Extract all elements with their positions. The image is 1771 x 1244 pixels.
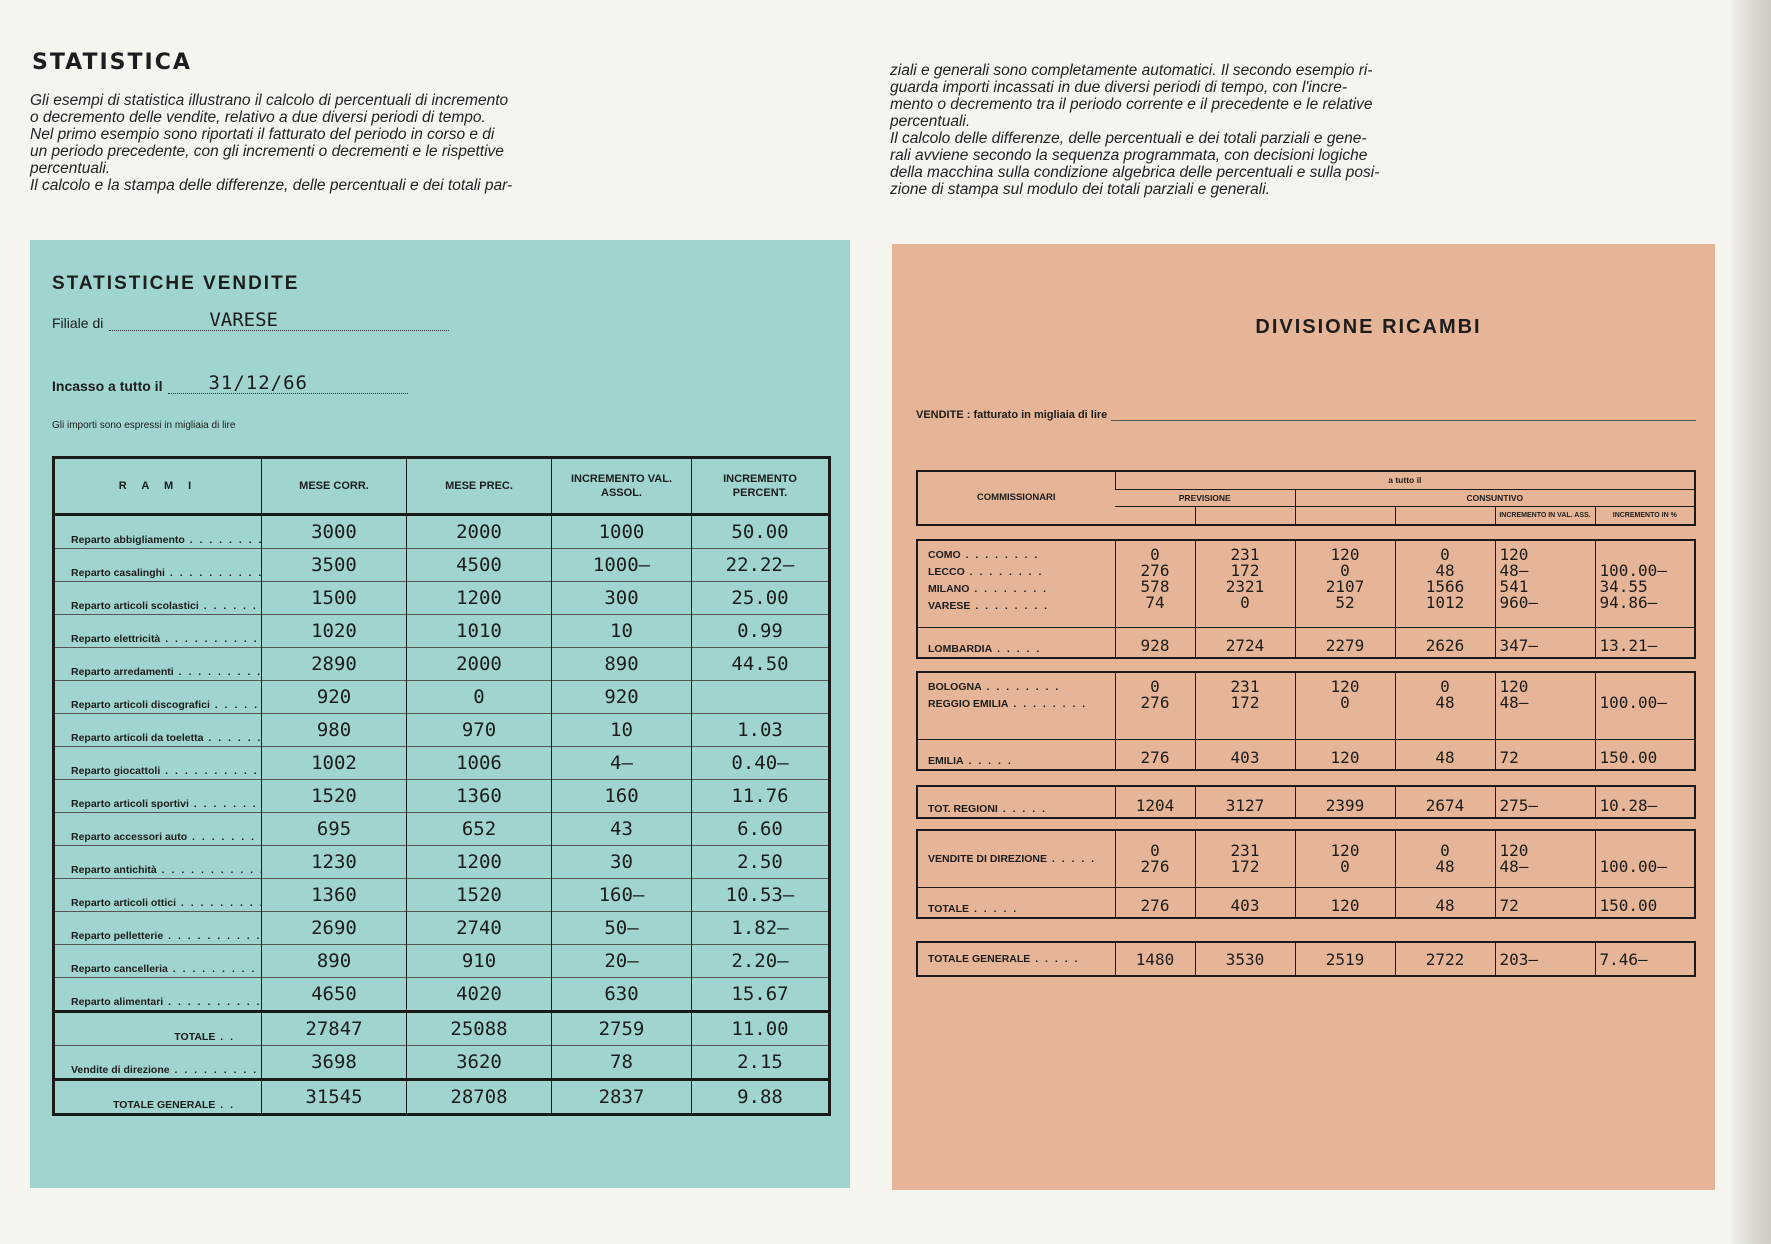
- row-value: 920: [262, 681, 407, 714]
- row-label: Reparto abbigliamento . .: [54, 515, 262, 549]
- stack-value: 172: [1230, 561, 1260, 580]
- total-value: 72: [1495, 888, 1595, 919]
- row-value: 20–: [552, 945, 692, 978]
- table-row: [54, 1012, 830, 1046]
- stack-value: 1012: [1425, 593, 1465, 612]
- row-label: Reparto accessori auto . .: [54, 813, 262, 846]
- table-row: [54, 978, 830, 1012]
- value-stack: [1115, 672, 1195, 740]
- total-value: 1480: [1115, 942, 1195, 976]
- ricambi-header: [916, 470, 1696, 526]
- vendite-label: VENDITE : fatturato in migliaia di lire: [916, 409, 1108, 421]
- total-value: 2722: [1395, 942, 1495, 976]
- value-stack: [1495, 830, 1595, 888]
- total-value: 403: [1195, 740, 1295, 771]
- table-row: [54, 648, 830, 681]
- stack-value: 48–: [1499, 693, 1529, 712]
- row-label: Reparto casalinghi . .: [54, 549, 262, 582]
- total-label: TOT. REGIONI . .: [917, 786, 1115, 818]
- row-value: 44.50: [692, 648, 830, 681]
- page-heading: STATISTICA: [32, 50, 192, 75]
- row-value: 1500: [262, 582, 407, 615]
- row-value: 78: [552, 1046, 692, 1080]
- row-value: 4650: [262, 978, 407, 1012]
- total-value: 2724: [1195, 628, 1295, 659]
- commissionario-label: LECCO . .: [928, 564, 1115, 581]
- stack-value: 48–: [1499, 857, 1529, 876]
- row-value: 2890: [262, 648, 407, 681]
- intro-line: percentuali.: [890, 113, 971, 130]
- total-value: 48: [1395, 888, 1495, 919]
- sales-table: [52, 456, 831, 1116]
- stack-value: 48: [1435, 561, 1455, 580]
- blank-header: [1115, 507, 1195, 525]
- row-value: 3620: [407, 1046, 552, 1080]
- commissionari-list: [917, 540, 1115, 628]
- stack-value: 276: [1140, 857, 1170, 876]
- stack-value: 34.55: [1599, 577, 1648, 596]
- value-stack: [1595, 540, 1695, 628]
- row-value: 3698: [262, 1046, 407, 1080]
- filiale-field: [52, 310, 449, 331]
- stack-value: 120: [1499, 841, 1529, 860]
- card-title: STATISTICHE VENDITE: [52, 273, 300, 294]
- row-value: 2740: [407, 912, 552, 945]
- stack-value: 48–: [1499, 561, 1529, 580]
- total-value: 2279: [1295, 628, 1395, 659]
- incasso-label: Incasso a tutto il: [52, 378, 163, 394]
- intro-line: percentuali.: [30, 160, 111, 177]
- stack-value: 0: [1440, 677, 1450, 696]
- intro-line: Il calcolo delle differenze, delle percentuali e dei totali parziali e gene-: [890, 130, 1367, 147]
- stack-value: 120: [1330, 545, 1360, 564]
- intro-line: un periodo precedente, con gli incrementi o decrementi e le rispettive: [30, 143, 504, 160]
- stack-value: 0: [1340, 561, 1350, 580]
- value-stack: [1195, 830, 1295, 888]
- row-value: 2759: [552, 1012, 692, 1046]
- row-value: 2.50: [692, 846, 830, 879]
- table-row: [54, 615, 830, 648]
- stack-value: 0: [1440, 841, 1450, 860]
- row-value: 1200: [407, 582, 552, 615]
- row-label: TOTALE . .: [54, 1012, 262, 1046]
- table-row: [54, 515, 830, 549]
- row-label: Vendite di direzione . .: [54, 1046, 262, 1080]
- row-value: 43: [552, 813, 692, 846]
- row-value: 1000–: [552, 549, 692, 582]
- row-value: 970: [407, 714, 552, 747]
- total-value: 13.21–: [1595, 628, 1695, 659]
- row-label: Reparto articoli da toeletta . .: [54, 714, 262, 747]
- commissionario-label: VENDITE DI DIREZIONE . .: [917, 830, 1115, 888]
- stack-value: 231: [1230, 841, 1260, 860]
- total-value: 276: [1115, 740, 1195, 771]
- table-row: [54, 549, 830, 582]
- row-value: 25.00: [692, 582, 830, 615]
- row-value: 10: [552, 615, 692, 648]
- total-row: [917, 888, 1695, 919]
- row-value: 50.00: [692, 515, 830, 549]
- row-label: Reparto arredamenti . .: [54, 648, 262, 681]
- commissionari-header: COMMISSIONARI: [917, 471, 1115, 525]
- row-value: 9.88: [692, 1080, 830, 1115]
- total-value: 928: [1115, 628, 1195, 659]
- column-header: MESE PREC.: [407, 458, 552, 515]
- intro-line: Gli esempi di statistica illustrano il calcolo di percentuali di incremento: [30, 92, 509, 109]
- row-value: 22.22–: [692, 549, 830, 582]
- intro-line: rali avviene secondo la sequenza programmata, con decisioni logiche: [890, 147, 1368, 164]
- commissionario-label: COMO . .: [928, 547, 1115, 564]
- table-row: [54, 780, 830, 813]
- table-row: [54, 1080, 830, 1115]
- total-value: 120: [1295, 888, 1395, 919]
- row-value: 0.99: [692, 615, 830, 648]
- row-value: 1020: [262, 615, 407, 648]
- page-edge: [1731, 0, 1771, 1244]
- stack-value: 231: [1230, 677, 1260, 696]
- total-value: 203–: [1495, 942, 1595, 976]
- commissionario-label: MILANO . .: [928, 581, 1115, 598]
- table-row: [54, 945, 830, 978]
- blank-header: [1295, 507, 1395, 525]
- intro-right: [890, 62, 1480, 198]
- total-value: 48: [1395, 740, 1495, 771]
- stack-value: 276: [1140, 693, 1170, 712]
- previsione-header: PREVISIONE: [1115, 489, 1295, 507]
- intro-line: mento o decremento tra il periodo corrente e il precedente e le relative: [890, 96, 1373, 113]
- stack-value: 100.00–: [1599, 857, 1667, 876]
- table-header-row: [54, 458, 830, 515]
- stack-value: 0: [1440, 545, 1450, 564]
- row-value: 1360: [407, 780, 552, 813]
- stack-value: 172: [1230, 857, 1260, 876]
- row-label: Reparto alimentari . .: [54, 978, 262, 1012]
- stack-value: 120: [1499, 677, 1529, 696]
- value-stack: [1295, 540, 1395, 628]
- row-value: 1002: [262, 747, 407, 780]
- filiale-label: Filiale di: [52, 315, 104, 331]
- table-row: [54, 813, 830, 846]
- table-row: [54, 747, 830, 780]
- row-value: [692, 681, 830, 714]
- row-value: 11.76: [692, 780, 830, 813]
- total-value: 2626: [1395, 628, 1495, 659]
- row-value: 890: [262, 945, 407, 978]
- row-value: 1360: [262, 879, 407, 912]
- row-value: 1230: [262, 846, 407, 879]
- table-row: [54, 912, 830, 945]
- stack-value: 120: [1499, 545, 1529, 564]
- sales-table-body: [54, 515, 830, 1115]
- total-value: 7.46–: [1595, 942, 1695, 976]
- row-value: 31545: [262, 1080, 407, 1115]
- incr-val-header: INCREMENTO IN VAL. ASS.: [1495, 507, 1595, 525]
- vendite-subtitle: [916, 408, 1696, 421]
- row-value: 160–: [552, 879, 692, 912]
- stack-value: 2321: [1225, 577, 1265, 596]
- row-value: 2000: [407, 648, 552, 681]
- stack-value: 0: [1150, 841, 1160, 860]
- row-value: 630: [552, 978, 692, 1012]
- intro-line: o decremento delle vendite, relativo a due diversi periodi di tempo.: [30, 109, 486, 126]
- column-header: INCREMENTO PERCENT.: [692, 458, 830, 515]
- row-value: 160: [552, 780, 692, 813]
- stack-value: 48: [1435, 857, 1455, 876]
- stack-value: 120: [1330, 677, 1360, 696]
- group-detail-row: [917, 672, 1695, 740]
- value-stack: [1115, 830, 1195, 888]
- column-header: INCREMENTO VAL. ASSOL.: [552, 458, 692, 515]
- stack-value: 172: [1230, 693, 1260, 712]
- group-detail-row: [917, 830, 1695, 888]
- stack-value: 0: [1340, 693, 1350, 712]
- amount-note: Gli importi sono espressi in migliaia di lire: [52, 420, 236, 431]
- intro-line: zione di stampa sul modulo dei totali parziali e generali.: [890, 181, 1270, 198]
- intro-line: guarda importi incassati in due diversi periodi di tempo, con l'incre-: [890, 79, 1347, 96]
- table-row: [54, 1046, 830, 1080]
- row-value: 2837: [552, 1080, 692, 1115]
- incasso-field: [52, 373, 408, 394]
- intro-line: Il calcolo e la stampa delle differenze, delle percentuali e dei totali par-: [30, 177, 513, 194]
- total-row: [917, 942, 1695, 976]
- table-row: [54, 879, 830, 912]
- divisione-ricambi-card: [892, 244, 1715, 1190]
- table-row: [54, 714, 830, 747]
- stack-value: 0: [1150, 677, 1160, 696]
- row-value: 920: [552, 681, 692, 714]
- commissionario-label: VARESE . .: [928, 598, 1115, 615]
- value-stack: [1395, 540, 1495, 628]
- row-label: Reparto elettricità . .: [54, 615, 262, 648]
- row-value: 1520: [262, 780, 407, 813]
- lombardia-group: [916, 539, 1696, 659]
- total-value: 10.28–: [1595, 786, 1695, 818]
- row-value: 2.20–: [692, 945, 830, 978]
- value-stack: [1595, 672, 1695, 740]
- incr-pct-header: INCREMENTO IN %: [1595, 507, 1695, 525]
- total-value: 1204: [1115, 786, 1195, 818]
- stack-value: 74: [1145, 593, 1165, 612]
- emilia-group: [916, 671, 1696, 771]
- stack-value: 100.00–: [1599, 693, 1667, 712]
- row-value: 890: [552, 648, 692, 681]
- row-value: 0: [407, 681, 552, 714]
- row-value: 27847: [262, 1012, 407, 1046]
- total-value: 150.00: [1595, 888, 1695, 919]
- group-detail-row: [917, 540, 1695, 628]
- stack-value: 1566: [1425, 577, 1465, 596]
- column-header: R A M I: [54, 458, 262, 515]
- value-stack: [1115, 540, 1195, 628]
- total-label: LOMBARDIA . .: [917, 628, 1115, 659]
- stack-value: 276: [1140, 561, 1170, 580]
- row-value: 980: [262, 714, 407, 747]
- stack-value: 52: [1335, 593, 1355, 612]
- intro-line: della macchina sulla condizione algebrica delle percentuali e sulla posi-: [890, 164, 1380, 181]
- commissionario-label: REGGIO EMILIA . .: [928, 696, 1115, 713]
- row-value: 25088: [407, 1012, 552, 1046]
- row-value: 1520: [407, 879, 552, 912]
- row-value: 10: [552, 714, 692, 747]
- table-row: [54, 582, 830, 615]
- value-stack: [1395, 672, 1495, 740]
- total-label: EMILIA . .: [917, 740, 1115, 771]
- tot-regioni-row: [916, 785, 1696, 819]
- a-tutto-header: a tutto il: [1115, 471, 1695, 489]
- vendite-line: [1111, 408, 1696, 421]
- intro-line: ziali e generali sono completamente automatici. Il secondo esempio ri-: [890, 62, 1373, 79]
- row-label: Reparto articoli discografici . .: [54, 681, 262, 714]
- commissionario-label: BOLOGNA . .: [928, 679, 1115, 696]
- stack-value: 541: [1499, 577, 1529, 596]
- total-value: 275–: [1495, 786, 1595, 818]
- filiale-value: VARESE: [109, 310, 449, 331]
- row-value: 10.53–: [692, 879, 830, 912]
- row-label: Reparto articoli sportivi . .: [54, 780, 262, 813]
- totale-generale-row: [916, 941, 1696, 977]
- row-value: 1000: [552, 515, 692, 549]
- row-value: 3500: [262, 549, 407, 582]
- direzione-group: [916, 829, 1696, 919]
- row-label: Reparto giocattoli . .: [54, 747, 262, 780]
- stack-value: 0: [1240, 593, 1250, 612]
- intro-line: Nel primo esempio sono riportati il fatturato del periodo in corso e di: [30, 126, 495, 143]
- row-value: 2000: [407, 515, 552, 549]
- value-stack: [1195, 672, 1295, 740]
- stack-value: 48: [1435, 693, 1455, 712]
- row-value: 3000: [262, 515, 407, 549]
- row-value: 2.15: [692, 1046, 830, 1080]
- consuntivo-header: CONSUNTIVO: [1295, 489, 1695, 507]
- row-value: 4020: [407, 978, 552, 1012]
- value-stack: [1595, 830, 1695, 888]
- row-value: 28708: [407, 1080, 552, 1115]
- stack-value: 2107: [1325, 577, 1365, 596]
- row-value: 1200: [407, 846, 552, 879]
- value-stack: [1195, 540, 1295, 628]
- row-label: Reparto cancelleria . .: [54, 945, 262, 978]
- row-value: 652: [407, 813, 552, 846]
- stack-value: 94.86–: [1599, 593, 1658, 612]
- stack-value: 0: [1340, 857, 1350, 876]
- row-value: 4500: [407, 549, 552, 582]
- total-row: [917, 628, 1695, 659]
- row-value: 910: [407, 945, 552, 978]
- row-value: 1010: [407, 615, 552, 648]
- total-row: [917, 740, 1695, 771]
- card-title: DIVISIONE RICAMBI: [1255, 316, 1482, 338]
- total-value: 3530: [1195, 942, 1295, 976]
- total-value: 2519: [1295, 942, 1395, 976]
- total-value: 403: [1195, 888, 1295, 919]
- row-value: 2690: [262, 912, 407, 945]
- total-value: 150.00: [1595, 740, 1695, 771]
- total-value: 72: [1495, 740, 1595, 771]
- stack-value: 231: [1230, 545, 1260, 564]
- row-value: 300: [552, 582, 692, 615]
- value-stack: [1295, 830, 1395, 888]
- column-header: MESE CORR.: [262, 458, 407, 515]
- row-value: 695: [262, 813, 407, 846]
- total-label: TOTALE GENERALE . .: [917, 942, 1115, 976]
- total-value: 276: [1115, 888, 1195, 919]
- row-value: 4–: [552, 747, 692, 780]
- row-value: 1.03: [692, 714, 830, 747]
- value-stack: [1495, 540, 1595, 628]
- row-label: Reparto articoli scolastici . .: [54, 582, 262, 615]
- stack-value: 0: [1150, 545, 1160, 564]
- row-value: 11.00: [692, 1012, 830, 1046]
- commissionari-list: [917, 672, 1115, 740]
- blank-header: [1395, 507, 1495, 525]
- intro-left: [30, 92, 620, 194]
- row-label: Reparto pelletterie . .: [54, 912, 262, 945]
- row-value: 1006: [407, 747, 552, 780]
- total-row: [917, 786, 1695, 818]
- row-value: 0.40–: [692, 747, 830, 780]
- stack-value: 960–: [1499, 593, 1539, 612]
- value-stack: [1495, 672, 1595, 740]
- incasso-value: 31/12/66: [168, 373, 408, 394]
- row-label: Reparto antichità . .: [54, 846, 262, 879]
- value-stack: [1295, 672, 1395, 740]
- row-value: 6.60: [692, 813, 830, 846]
- blank-header: [1195, 507, 1295, 525]
- stack-value: 578: [1140, 577, 1170, 596]
- total-label: TOTALE . .: [917, 888, 1115, 919]
- row-value: 1.82–: [692, 912, 830, 945]
- total-value: 2399: [1295, 786, 1395, 818]
- value-stack: [1395, 830, 1495, 888]
- total-value: 2674: [1395, 786, 1495, 818]
- row-value: 30: [552, 846, 692, 879]
- row-label: TOTALE GENERALE . .: [54, 1080, 262, 1115]
- table-row: [54, 681, 830, 714]
- total-value: 347–: [1495, 628, 1595, 659]
- stack-value: 100.00–: [1599, 561, 1667, 580]
- row-value: 15.67: [692, 978, 830, 1012]
- row-value: 50–: [552, 912, 692, 945]
- sales-statistics-card: [30, 240, 850, 1188]
- total-value: 120: [1295, 740, 1395, 771]
- stack-value: 120: [1330, 841, 1360, 860]
- row-label: Reparto articoli ottici . .: [54, 879, 262, 912]
- table-row: [54, 846, 830, 879]
- total-value: 3127: [1195, 786, 1295, 818]
